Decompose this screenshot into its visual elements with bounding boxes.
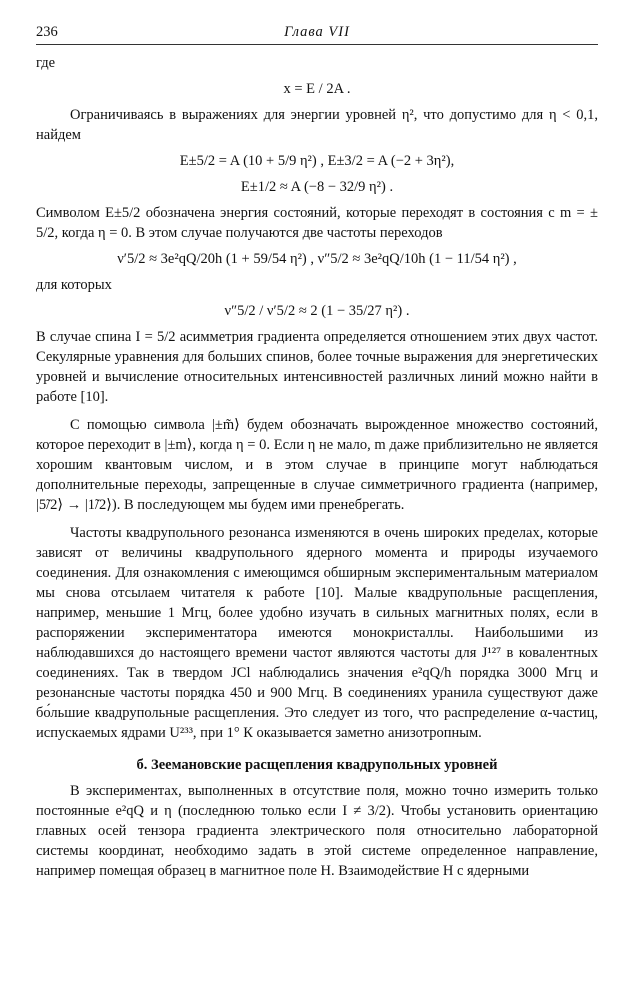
equation-energy-12: E±1/2 ≈ A (−8 − 32/9 η²) . — [240, 179, 394, 195]
para-where: где — [36, 55, 56, 71]
section-heading: б. Зеемановские расщепления квадрупольных уровней — [136, 757, 498, 773]
running-title: Глава VII — [284, 24, 350, 40]
para-quadrupole-frequencies: Частоты квадрупольного резонанса изменяются в очень широких пределах, которые зависят от величины квадрупольного ядерного момента и природы изучаемого соединения. Для ознакомления с имеющимся обширным экспериментальным материалом мы снова отсылаем читателя к работе [10]. Малые квадрупольные расщепления, например, меньшие 1 Мгц, более удобно изучать в сильных магнитных полях, если в распоряжении экспериментатора имеются монокристаллы. Наибольшими из наблюдавшихся до настоящего времени частот являются частоты для J¹²⁷ в ковалентных соединениях. Так в твердом JCl наблюдались значения e²qQ/h порядка 3000 Мгц и резонансные частоты порядка 450 и 900 Мгц. В соединениях уранила существуют даже бо́льшие квадрупольные расщепления. Это следует из того, что распределение α-частиц, испускаемых ядрами U²³³, при 1° К оказывается заметно анизотропным. — [36, 525, 598, 741]
para-symbol: Символом E±5/2 обозначена энергия состояний, которые переходят в состояния с m = ± 5/2, когда η = 0. В этом случае получаются две частоты переходов — [36, 205, 598, 241]
para-for-which: для которых — [36, 277, 112, 293]
para-restricting: Ограничиваясь в выражениях для энергии уровней η², что допустимо для η < 0,1, найдем — [36, 107, 598, 143]
para-spin-case: В случае спина I = 5/2 асимметрия градиента определяется отношением этих двух частот. Секулярные уравнения для больших спинов, более точные выражения для энергетических уровней и вычисление относительных интенсивностей различных линий можно найти в работе [10]. — [36, 329, 598, 405]
equation-x: x = E / 2A . — [283, 81, 351, 97]
para-symbol-states: С помощью символа |±m̃⟩ будем обозначать вырожденное множество состояний, которое переходит в |±m⟩, когда η = 0. Если η не мало, m даже приблизительно не является хорошим квантовым числом, и в этом случае в принципе могут наблюдаться дополнительные переходы, запрещенные в случае симметричного градиента (например, |5̃/2⟩ → |1̃/2⟩). В последующем мы будем ими пренебрегать. — [36, 417, 598, 513]
equation-energy-52-32: E±5/2 = A (10 + 5/9 η²) , E±3/2 = A (−2 + 3η²), — [179, 153, 455, 169]
equation-ratio: ν″5/2 / ν′5/2 ≈ 2 (1 − 35/27 η²) . — [224, 303, 410, 319]
equation-frequencies: ν′5/2 ≈ 3e²qQ/20h (1 + 59/54 η²) , ν″5/2 ≈ 3e²qQ/10h (1 − 11/54 η²) , — [117, 251, 517, 267]
para-experiments: В экспериментах, выполненных в отсутствие поля, можно точно измерить только постоянные e²qQ и η (последнюю только если I ≠ 3/2). Чтобы установить ориентацию главных осей тензора градиента электрического поля относительно лабораторной системы координат, необходимо задать в этой системе определенное направление, например помещая образец в магнитное поле H. Взаимодействие H с ядерными — [36, 783, 598, 879]
page — [36, 22, 598, 881]
page-number: 236 — [36, 24, 58, 40]
page-header — [36, 22, 598, 45]
